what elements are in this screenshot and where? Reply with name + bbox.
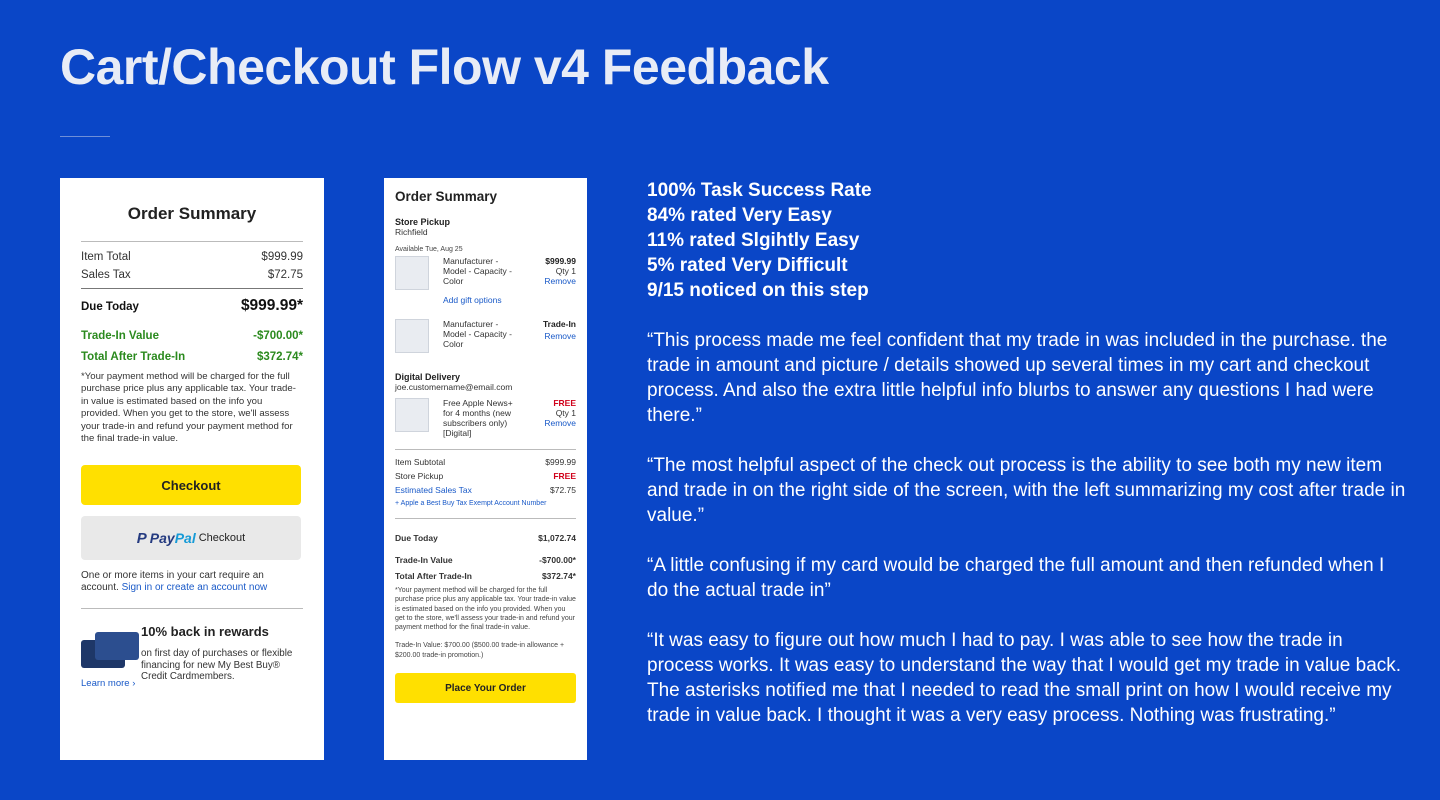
remove-link[interactable]: Remove <box>544 418 576 428</box>
rewards-description: on first day of purchases or flexible financing for new My Best Buy® Credit Cardmembers. <box>141 648 293 683</box>
estimated-tax-link[interactable]: Estimated Sales Tax <box>395 485 472 495</box>
paypal-checkout-label: Checkout <box>198 532 246 545</box>
tradein-value-label: Trade-In Value <box>395 555 453 565</box>
due-today-label: Due Today <box>81 301 139 313</box>
total-after-tradein-label: Total After Trade-In <box>395 571 472 581</box>
store-pickup-value: FREE <box>553 471 576 481</box>
item-subtotal-value: $999.99 <box>545 457 576 467</box>
user-quote: “The most helpful aspect of the check out process is the ability to see both my new item and trade in on the right side of the screen, with the left summarizing my cost after trade in value.” <box>647 455 1406 526</box>
item-subtotal-row <box>395 455 576 469</box>
store-pickup-row <box>395 469 576 483</box>
paypal-wordmark-pay: Pay <box>149 530 175 547</box>
divider <box>395 518 576 519</box>
tradein-value-row <box>395 552 576 568</box>
product-name: Manufacturer - Model - Capacity - Color <box>443 319 512 349</box>
tradein-item <box>395 319 576 353</box>
due-today-row <box>395 531 576 545</box>
tradein-breakdown-note: Trade-In Value: $700.00 ($500.00 trade-in allowance + $200.00 trade-in promotion.) <box>395 642 565 659</box>
digital-item <box>395 398 576 438</box>
order-summary-heading: Order Summary <box>395 189 498 204</box>
checkout-order-summary-panel <box>384 178 587 760</box>
title-divider <box>60 136 110 137</box>
account-required-note <box>81 570 303 594</box>
payment-fine-print: *Your payment method will be charged for the full purchase price plus any applicable tax. Your trade-in value is estimated based on the info you provided. When you get to the store, we'll assess your trade-in and refund your payment method for the final trade-in value. <box>81 371 296 445</box>
paypal-logo-icon: P <box>136 529 147 547</box>
remove-link[interactable]: Remove <box>544 331 576 341</box>
item-total-row <box>81 248 303 266</box>
slide-title: Cart/Checkout Flow v4 Feedback <box>60 39 829 95</box>
product-price: $999.99 <box>545 256 576 266</box>
total-after-tradein-amount: $372.74* <box>256 351 303 363</box>
divider <box>81 288 303 289</box>
total-after-tradein-label: Total After Trade-In <box>81 351 186 363</box>
tradein-value-label: Trade-In Value <box>81 330 159 342</box>
feedback-section <box>647 178 1407 728</box>
stat-very-difficult: 5% rated Very Difficult <box>647 255 848 276</box>
learn-more-link[interactable]: Learn more › <box>81 678 136 690</box>
account-note-text: One or more items in your cart require an account. <box>81 570 264 594</box>
credit-card-icon <box>81 632 141 670</box>
tradein-value-amount: -$700.00* <box>253 330 303 342</box>
product-name: Manufacturer - Model - Capacity - Color <box>443 256 512 286</box>
add-gift-options-link[interactable]: Add gift options <box>443 295 502 305</box>
store-pickup-label: Store Pickup <box>395 471 444 481</box>
total-after-tradein-row <box>395 568 576 584</box>
cart-item <box>395 256 576 306</box>
tradein-value-row <box>81 326 303 347</box>
availability-date: Available Tue, Aug 25 <box>395 246 463 253</box>
store-name: Richfield <box>395 227 428 237</box>
rewards-promo <box>81 608 303 689</box>
stat-very-easy: 84% rated Very Easy <box>647 205 832 226</box>
sales-tax-value: $72.75 <box>267 269 303 281</box>
paypal-checkout-button[interactable] <box>81 516 301 560</box>
product-image <box>395 256 429 290</box>
total-after-tradein-row <box>81 347 303 368</box>
user-quote: “It was easy to figure out how much I had to pay. I was able to see how the trade in process works. It was easy to understand the way that I would get my trade in value back. The asterisks notified me that I needed to read the small print on how I would receive my trade in value back. I thought it was a very easy process. Nothing was frustrating.” <box>647 630 1402 726</box>
due-today-row <box>81 297 303 316</box>
cart-order-summary-panel <box>60 178 324 760</box>
product-qty: Qty 1 <box>555 266 576 276</box>
item-total-value: $999.99 <box>261 251 303 263</box>
total-after-tradein-amount: $372.74* <box>541 571 576 581</box>
item-subtotal-label: Item Subtotal <box>395 457 446 467</box>
due-today-value: $999.99* <box>240 297 303 314</box>
user-quote: “A little confusing if my card would be charged the full amount and then refunded when I do the actual trade in” <box>647 555 1385 601</box>
due-today-label: Due Today <box>395 533 438 543</box>
product-name: Free Apple News+ for 4 months (new subscribers only) [Digital] <box>443 398 513 438</box>
product-qty: Qty 1 <box>555 408 576 418</box>
delivery-email: joe.customername@email.com <box>395 382 513 392</box>
item-total-label: Item Total <box>81 251 131 263</box>
tradein-value-amount: -$700.00* <box>539 555 576 565</box>
place-order-button[interactable]: Place Your Order <box>395 673 576 703</box>
stat-slightly-easy: 11% rated Slgihtly Easy <box>647 230 860 251</box>
tax-exempt-link[interactable]: + Apple a Best Buy Tax Exempt Account Number <box>395 500 547 507</box>
sales-tax-label: Sales Tax <box>81 269 131 281</box>
stats-list <box>647 178 1407 303</box>
estimated-tax-value: $72.75 <box>550 485 576 495</box>
order-summary-heading: Order Summary <box>127 204 257 223</box>
product-image <box>395 319 429 353</box>
paypal-wordmark-pal: Pal <box>174 530 196 547</box>
checkout-button[interactable]: Checkout <box>81 465 301 505</box>
sales-tax-row <box>81 266 303 284</box>
user-quote: “This process made me feel confident that my trade in was included in the purchase. the trade in amount and picture / details showed up several times in my cart and checkout process. And also the extra little helpful info blurbs to answer any questions I had were there.” <box>647 330 1388 426</box>
stat-noticed: 9/15 noticed on this step <box>647 280 869 301</box>
payment-fine-print: *Your payment method will be charged for the full purchase price plus any applicable tax. Your trade-in value is estimated based on the info you provided. When you get to the store, we'll assess your trade-in and refund your payment method for the final trade-in value. <box>395 587 576 632</box>
rewards-title: 10% back in rewards <box>141 624 269 640</box>
due-today-value: $1,072.74 <box>538 533 576 543</box>
remove-link[interactable]: Remove <box>544 276 576 286</box>
signin-link[interactable]: Sign in or create an account now <box>121 582 268 594</box>
digital-delivery-heading: Digital Delivery <box>395 372 461 382</box>
product-image <box>395 398 429 432</box>
tradein-tag: Trade-In <box>542 319 576 329</box>
store-pickup-heading: Store Pickup <box>395 217 451 227</box>
estimated-tax-row <box>395 483 576 497</box>
stat-task-success: 100% Task Success Rate <box>647 180 872 201</box>
product-price: FREE <box>553 398 576 408</box>
